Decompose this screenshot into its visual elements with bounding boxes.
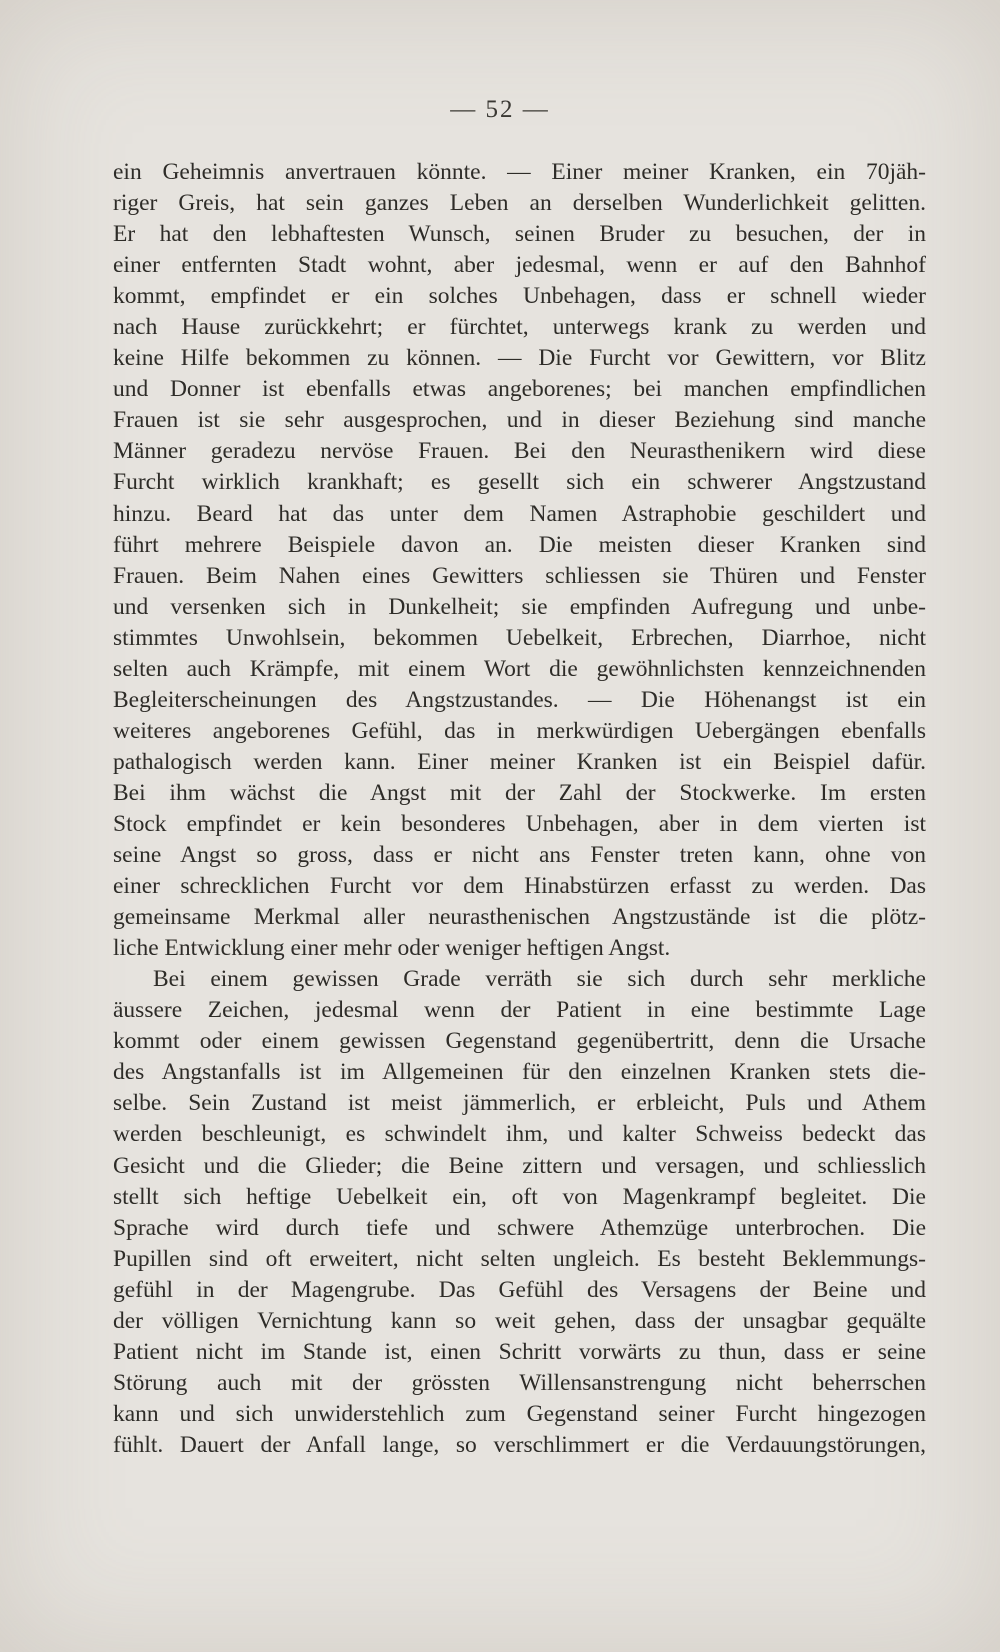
text-line: kommt, empfindet er ein solches Unbehagen, dass er schnell wieder (113, 283, 926, 310)
text-line: der völligen Vernichtung kann so weit gehen, dass der unsagbar gequälte (113, 1307, 926, 1334)
text-line: ein Geheimnis anvertrauen könnte. — Einer meiner Kranken, ein 70jäh- (113, 159, 926, 185)
text-line: Bei einem gewissen Grade verräth sie sich durch sehr merkliche (153, 966, 926, 993)
text-line: stimmtes Unwohlsein, bekommen Uebelkeit, Erbrechen, Diarrhoe, nicht (113, 624, 926, 651)
text-line: kann und sich unwiderstehlich zum Gegenstand seiner Furcht hingezogen (113, 1400, 926, 1427)
text-line: seine Angst so gross, dass er nicht ans Fenster treten kann, ohne von (113, 842, 926, 869)
text-line: und versenken sich in Dunkelheit; sie empfinden Aufregung und unbe- (113, 593, 926, 620)
text-line: Sprache wird durch tiefe und schwere Athemzüge unterbrochen. Die (113, 1214, 926, 1241)
text-line: Frauen ist sie sehr ausgesprochen, und in dieser Beziehung sind manche (113, 407, 926, 434)
body-text (113, 157, 926, 1461)
text-line: pathalogisch werden kann. Einer meiner Kranken ist ein Beispiel dafür. (113, 748, 926, 775)
text-line: liche Entwicklung einer mehr oder weniger heftigen Angst. (113, 935, 671, 962)
text-line: einer schrecklichen Furcht vor dem Hinabstürzen erfasst zu werden. Das (113, 873, 926, 900)
text-line: Begleiterscheinungen des Angstzustandes. — Die Höhenangst ist ein (113, 686, 926, 713)
text-line: gemeinsame Merkmal aller neurasthenischen Angstzustände ist die plötz- (113, 904, 926, 931)
text-line: nach Hause zurückkehrt; er fürchtet, unterwegs krank zu werden und (113, 314, 926, 341)
page-number: — 52 — (450, 96, 550, 123)
text-line: Stock empfindet er kein besonderes Unbehagen, aber in dem vierten ist (113, 810, 926, 837)
text-line: Bei ihm wächst die Angst mit der Zahl der Stockwerke. Im ersten (113, 779, 926, 806)
text-line: Patient nicht im Stande ist, einen Schritt vorwärts zu thun, dass er seine (113, 1338, 926, 1365)
text-line: Männer geradezu nervöse Frauen. Bei den Neurasthenikern wird diese (113, 438, 926, 465)
paragraph (113, 964, 926, 1461)
text-line: Frauen. Beim Nahen eines Gewitters schliessen sie Thüren und Fenster (113, 562, 926, 589)
text-line: Er hat den lebhaftesten Wunsch, seinen Bruder zu besuchen, der in (113, 221, 926, 248)
text-line: keine Hilfe bekommen zu können. — Die Furcht vor Gewittern, vor Blitz (113, 345, 926, 372)
text-line: einer entfernten Stadt wohnt, aber jedesmal, wenn er auf den Bahnhof (113, 252, 926, 279)
text-line: äussere Zeichen, jedesmal wenn der Patient in eine bestimmte Lage (113, 997, 926, 1024)
text-line: hinzu. Beard hat das unter dem Namen Astraphobie geschildert und (113, 500, 926, 527)
text-line: kommt oder einem gewissen Gegenstand gegenübertritt, denn die Ursache (113, 1028, 926, 1055)
text-line: stellt sich heftige Uebelkeit ein, oft von Magenkrampf begleitet. Die (113, 1183, 926, 1210)
text-line: weiteres angeborenes Gefühl, das in merkwürdigen Uebergängen ebenfalls (113, 717, 926, 744)
text-line: Furcht wirklich krankhaft; es gesellt sich ein schwerer Angstzustand (113, 469, 926, 496)
paragraph (113, 157, 926, 964)
text-line: führt mehrere Beispiele davon an. Die meisten dieser Kranken sind (113, 531, 926, 558)
text-line: des Angstanfalls ist im Allgemeinen für den einzelnen Kranken stets die- (113, 1059, 926, 1086)
text-line: gefühl in der Magengrube. Das Gefühl des Versagens der Beine und (113, 1276, 926, 1303)
text-line: Störung auch mit der grössten Willensanstrengung nicht beherrschen (113, 1369, 926, 1396)
text-line: riger Greis, hat sein ganzes Leben an derselben Wunderlichkeit gelitten. (113, 190, 926, 217)
text-line: selbe. Sein Zustand ist meist jämmerlich, er erbleicht, Puls und Athem (113, 1090, 926, 1117)
text-line: Pupillen sind oft erweitert, nicht selten ungleich. Es besteht Beklemmungs- (113, 1245, 926, 1272)
text-line: und Donner ist ebenfalls etwas angeborenes; bei manchen empfindlichen (113, 376, 926, 403)
text-line: Gesicht und die Glieder; die Beine zittern und versagen, und schliesslich (113, 1152, 926, 1179)
text-line: werden beschleunigt, es schwindelt ihm, und kalter Schweiss bedeckt das (113, 1121, 926, 1148)
text-line: selten auch Krämpfe, mit einem Wort die gewöhnlichsten kennzeichnenden (113, 655, 926, 682)
text-line: fühlt. Dauert der Anfall lange, so verschlimmert er die Verdauungstörungen, (113, 1431, 926, 1458)
